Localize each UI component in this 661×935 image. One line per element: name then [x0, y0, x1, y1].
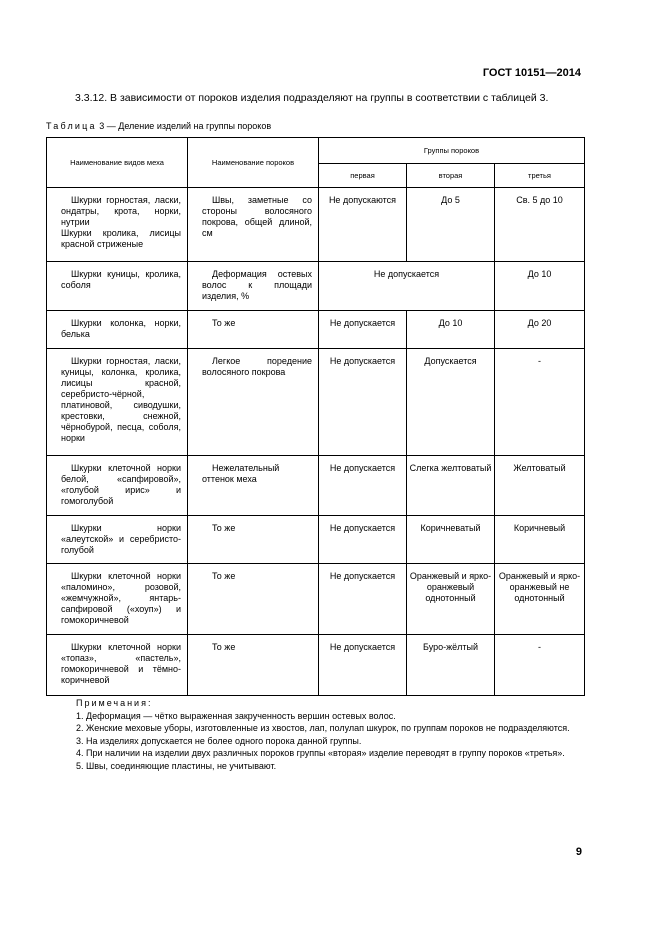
cell-group-second: Слегка желтоватый: [407, 456, 495, 516]
cell-defect: То же: [188, 564, 319, 635]
header-fur-type: Наименование видов меха: [47, 138, 188, 188]
cell-group-third: Коричневый: [495, 516, 585, 564]
table-caption: [46, 121, 271, 131]
note-item: 3. На изделиях допускается не более одного порока данной группы.: [76, 735, 362, 746]
cell-group-second: До 10: [407, 311, 495, 349]
table-row: [47, 349, 585, 456]
cell-defect: То же: [188, 311, 319, 349]
header-defect: Наименование пороков: [188, 138, 319, 188]
cell-group-second: Коричневатый: [407, 516, 495, 564]
table-caption-number: 3: [99, 121, 105, 131]
cell-group-first: Не допускаются: [319, 188, 407, 262]
cell-group-third: Св. 5 до 10: [495, 188, 585, 262]
note-item: 4. При наличии на изделии двух различных пороков группы «вторая» изделие переводят в группу пороков «третья».: [76, 748, 565, 758]
cell-defect: Нежелательный оттенок меха: [188, 456, 319, 516]
table-caption-text: — Деление изделий на группы пороков: [106, 121, 272, 131]
note-item: 2. Женские меховые уборы, изготовленные из хвостов, лап, полулап шкурок, по группам пороков не подразделяются.: [76, 723, 570, 733]
cell-group-first: Не допускается: [319, 516, 407, 564]
cell-fur-type: Шкурки клеточной норки «топаз», «пастель», гомокоричневой и тёмнокоричневой: [47, 635, 188, 696]
header-group-first: первая: [319, 164, 407, 188]
table-row: [47, 262, 585, 311]
cell-fur-type: Шкурки куницы, кролика, соболя: [47, 262, 188, 311]
cell-group-third: -: [495, 635, 585, 696]
cell-group-first: Не допускается: [319, 311, 407, 349]
cell-group-second: Буро-жёлтый: [407, 635, 495, 696]
cell-fur-type: Шкурки норки «алеутской» и серебристо-голубой: [47, 516, 188, 564]
table-row: [47, 456, 585, 516]
cell-defect: То же: [188, 635, 319, 696]
notes-title: Примечания:: [76, 698, 153, 708]
cell-group-third: -: [495, 349, 585, 456]
cell-defect: То же: [188, 516, 319, 564]
header-group-third: третья: [495, 164, 585, 188]
cell-group-third: Оранжевый и ярко-оранжевый не однотонный: [495, 564, 585, 635]
table-row: [47, 564, 585, 635]
cell-group-third: До 10: [495, 262, 585, 311]
cell-group-third: До 20: [495, 311, 585, 349]
header-group-second: вторая: [407, 164, 495, 188]
defect-groups-table: [46, 137, 585, 696]
cell-fur-type: Шкурки горностая, ласки, ондатры, крота, норки, нутрии Шкурки кролика, лисицы красной стриженые: [47, 188, 188, 262]
cell-fur-type: Шкурки горностая, ласки, куницы, колонка, кролика, лисицы красной, серебристо-чёрной, платиновой, сиводушки, крестовки, снежной, чёрнобурой, песца, соболя, норки: [47, 349, 188, 456]
cell-fur-type: Шкурки клеточной норки «паломино», розовой, «жемчужной», янтарь-сапфировой («хоуп») и гомокоричневой: [47, 564, 188, 635]
cell-group-second: Допускается: [407, 349, 495, 456]
note-item: 1. Деформация — чётко выраженная закрученность вершин остевых волос.: [76, 710, 396, 721]
cell-fur-type: Шкурки колонка, норки, белька: [47, 311, 188, 349]
cell-group-first-second: Не допускается: [319, 262, 495, 311]
header-groups: Группы пороков: [319, 138, 585, 164]
cell-fur-type: Шкурки клеточной норки белой, «сапфировой», «голубой ирис» и гомоголубой: [47, 456, 188, 516]
table-row: [47, 635, 585, 696]
cell-defect: Легкое поредение волосяного покрова: [188, 349, 319, 456]
cell-group-first: Не допускается: [319, 456, 407, 516]
cell-defect: Швы, заметные со стороны волосяного покрова, общей длиной, см: [188, 188, 319, 262]
page-number: 9: [575, 846, 582, 858]
clause-3-3-12: 3.3.12. В зависимости от пороков изделия подразделяют на группы в соответствии с таблицей 3.: [75, 92, 549, 104]
cell-group-second: До 5: [407, 188, 495, 262]
table-row: [47, 188, 585, 262]
table-caption-label: Таблица: [46, 121, 97, 131]
cell-group-first: Не допускается: [319, 635, 407, 696]
table-row: [47, 311, 585, 349]
cell-group-second: Оранжевый и ярко-оранжевый однотонный: [407, 564, 495, 635]
table-row: [47, 516, 585, 564]
cell-group-third: Желтоватый: [495, 456, 585, 516]
document-id: ГОСТ 10151—2014: [482, 67, 581, 79]
cell-group-first: Не допускается: [319, 564, 407, 635]
notes: [66, 697, 586, 772]
cell-group-first: Не допускается: [319, 349, 407, 456]
note-item: 5. Швы, соединяющие пластины, не учитывают.: [76, 760, 277, 771]
cell-defect: Деформация остевых волос к площади изделия, %: [188, 262, 319, 311]
